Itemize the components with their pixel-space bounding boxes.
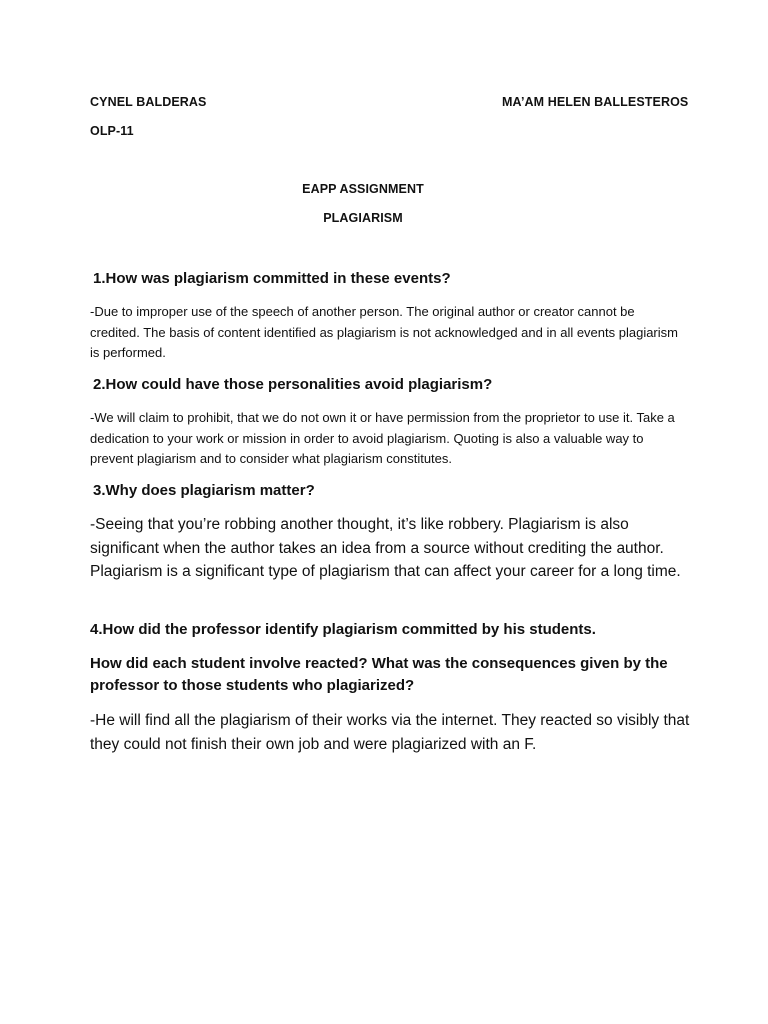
- question-2: 2.How could have those personalities avoid plagiarism?: [93, 376, 493, 393]
- section-label: OLP-11: [90, 124, 134, 138]
- answer-4: -He will find all the plagiarism of their works via the internet. They reacted so visibly that they could not finish their own job and were plagiarized with an F.: [90, 712, 690, 753]
- question-3: 3.Why does plagiarism matter?: [93, 482, 315, 499]
- question-1: 1.How was plagiarism committed in these events?: [93, 270, 451, 287]
- question-4: 4.How did the professor identify plagiarism committed by his students.: [90, 621, 596, 638]
- answer-3: -Seeing that you’re robbing another thought, it’s like robbery. Plagiarism is also significant when the author takes an idea from a source without crediting the author. Plagiarism is a significant type of plagiarism that can affect your career for a long time.: [90, 516, 681, 580]
- assignment-topic: PLAGIARISM: [323, 211, 403, 225]
- answer-2: -We will claim to prohibit, that we do not own it or have permission from the proprietor to use it. Take a dedication to your work or mission in order to avoid plagiarism. Quoting is also a valuable way to prevent plagiarism and to consider what plagiarism constitutes.: [90, 410, 675, 467]
- assignment-title: EAPP ASSIGNMENT: [302, 182, 424, 196]
- answer-1: -Due to improper use of the speech of another person. The original author or creator cannot be credited. The basis of content identified as plagiarism is not acknowledged and in all events plagiarism is performed.: [90, 304, 678, 361]
- question-4-sub: How did each student involve reacted? What was the consequences given by the professor to those students who plagiarized?: [90, 655, 668, 694]
- teacher-name: MA’AM HELEN BALLESTEROS: [502, 95, 689, 109]
- student-name: CYNEL BALDERAS: [90, 95, 207, 109]
